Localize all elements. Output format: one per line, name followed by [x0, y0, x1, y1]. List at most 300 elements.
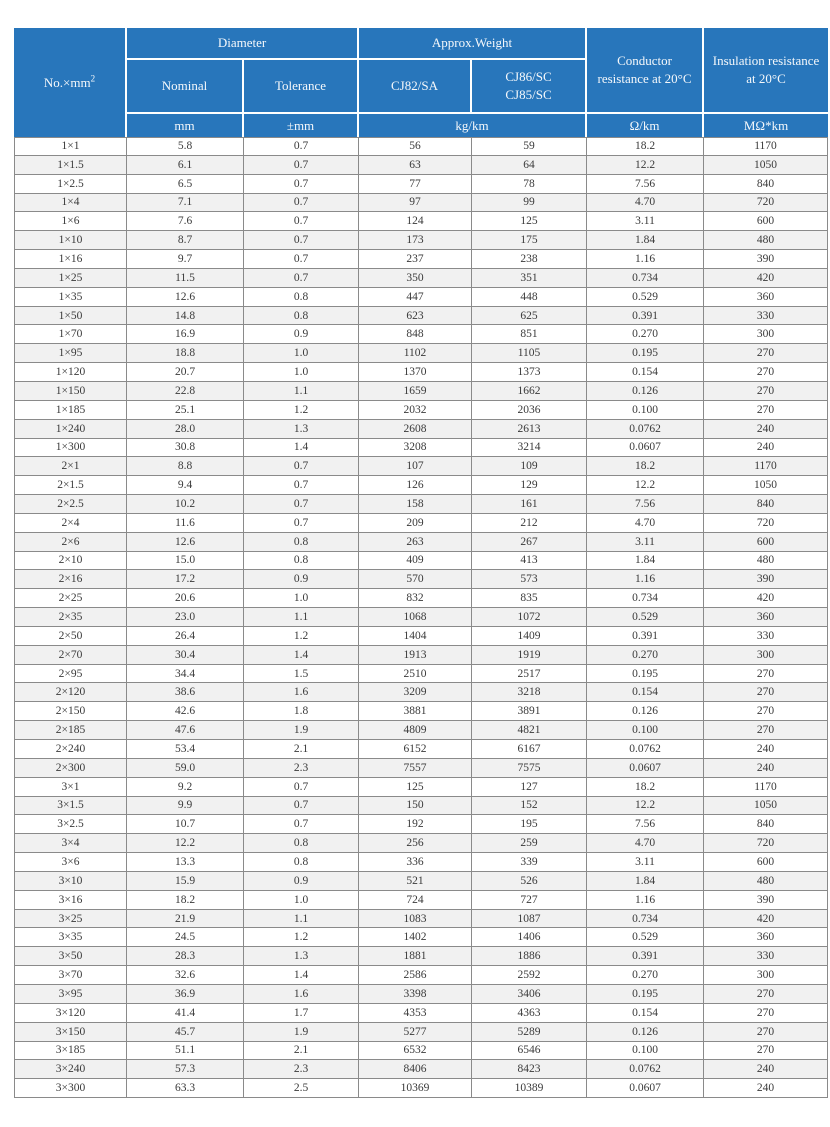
table-cell: 1×16: [14, 250, 127, 269]
table-cell: 526: [472, 872, 587, 891]
table-cell: 63.3: [127, 1079, 244, 1098]
table-cell: 5289: [472, 1023, 587, 1042]
table-cell: 1×240: [14, 420, 127, 439]
table-cell: 28.3: [127, 947, 244, 966]
table-cell: 1.9: [244, 1023, 359, 1042]
table-row: [14, 476, 828, 495]
table-cell: 0.0607: [587, 439, 704, 458]
table-cell: 4.70: [587, 514, 704, 533]
unit-mm: mm: [127, 114, 244, 137]
table-cell: 1×25: [14, 269, 127, 288]
table-cell: 17.2: [127, 570, 244, 589]
table-cell: 1068: [359, 608, 472, 627]
table-row: [14, 778, 828, 797]
table-cell: 480: [704, 872, 828, 891]
header-no-mm2-label: No.×mm: [43, 74, 91, 90]
table-cell: 2.1: [244, 740, 359, 759]
table-cell: 152: [472, 797, 587, 816]
table-row: [14, 589, 828, 608]
table-cell: 409: [359, 552, 472, 571]
table-cell: 4809: [359, 721, 472, 740]
table-cell: 240: [704, 420, 828, 439]
table-cell: 390: [704, 891, 828, 910]
table-cell: 3×70: [14, 966, 127, 985]
table-cell: 7.56: [587, 815, 704, 834]
table-row: [14, 269, 828, 288]
header-no-mm2: [14, 28, 127, 137]
table-cell: 4353: [359, 1004, 472, 1023]
table-row: [14, 250, 828, 269]
table-cell: 41.4: [127, 1004, 244, 1023]
table-cell: 0.9: [244, 570, 359, 589]
table-cell: 237: [359, 250, 472, 269]
table-cell: 339: [472, 853, 587, 872]
table-cell: 3406: [472, 985, 587, 1004]
table-cell: 0.7: [244, 175, 359, 194]
table-cell: 1.5: [244, 665, 359, 684]
table-cell: 330: [704, 947, 828, 966]
table-row: [14, 212, 828, 231]
table-cell: 0.8: [244, 853, 359, 872]
header-cj86-cj85: [472, 60, 587, 114]
table-cell: 129: [472, 476, 587, 495]
table-cell: 1.3: [244, 947, 359, 966]
table-cell: 0.7: [244, 778, 359, 797]
table-cell: 6546: [472, 1042, 587, 1061]
table-cell: 1105: [472, 344, 587, 363]
table-cell: 3.11: [587, 533, 704, 552]
table-cell: 448: [472, 288, 587, 307]
table-cell: 1.6: [244, 985, 359, 1004]
table-cell: 1659: [359, 382, 472, 401]
table-cell: 0.7: [244, 194, 359, 213]
table-cell: 3×150: [14, 1023, 127, 1042]
table-row: [14, 665, 828, 684]
table-cell: 13.3: [127, 853, 244, 872]
table-cell: 0.7: [244, 269, 359, 288]
table-cell: 256: [359, 834, 472, 853]
table-cell: 161: [472, 495, 587, 514]
table-cell: 1102: [359, 344, 472, 363]
table-cell: 270: [704, 665, 828, 684]
table-cell: 1×10: [14, 231, 127, 250]
table-cell: 0.126: [587, 1023, 704, 1042]
table-row: [14, 175, 828, 194]
table-cell: 0.7: [244, 137, 359, 156]
header-nominal: Nominal: [127, 60, 244, 114]
table-cell: 2613: [472, 420, 587, 439]
table-cell: 0.7: [244, 495, 359, 514]
table-row: [14, 928, 828, 947]
table-cell: 192: [359, 815, 472, 834]
table-row: [14, 1042, 828, 1061]
table-cell: 2.3: [244, 759, 359, 778]
table-cell: 3×300: [14, 1079, 127, 1098]
table-cell: 0.8: [244, 533, 359, 552]
table-cell: 3×240: [14, 1060, 127, 1079]
table-cell: 720: [704, 194, 828, 213]
table-cell: 447: [359, 288, 472, 307]
table-cell: 1×300: [14, 439, 127, 458]
table-cell: 1170: [704, 457, 828, 476]
table-cell: 0.270: [587, 646, 704, 665]
table-cell: 21.9: [127, 910, 244, 929]
table-row: [14, 1079, 828, 1098]
table-cell: 1170: [704, 778, 828, 797]
table-cell: 2036: [472, 401, 587, 420]
table-cell: 0.7: [244, 156, 359, 175]
table-cell: 350: [359, 269, 472, 288]
table-row: [14, 401, 828, 420]
table-cell: 1.6: [244, 683, 359, 702]
table-cell: 270: [704, 363, 828, 382]
table-cell: 1×4: [14, 194, 127, 213]
table-cell: 270: [704, 344, 828, 363]
table-cell: 8.7: [127, 231, 244, 250]
table-row: [14, 288, 828, 307]
table-cell: 2586: [359, 966, 472, 985]
table-row: [14, 533, 828, 552]
table-cell: 420: [704, 910, 828, 929]
table-cell: 1.0: [244, 589, 359, 608]
table-cell: 1050: [704, 797, 828, 816]
table-cell: 7.1: [127, 194, 244, 213]
table-cell: 1.4: [244, 439, 359, 458]
table-cell: 2×6: [14, 533, 127, 552]
unit-mohm-km: MΩ*km: [704, 114, 828, 137]
table-cell: 1×1.5: [14, 156, 127, 175]
table-cell: 14.8: [127, 307, 244, 326]
table-cell: 300: [704, 325, 828, 344]
table-cell: 0.126: [587, 382, 704, 401]
table-cell: 209: [359, 514, 472, 533]
table-cell: 2×95: [14, 665, 127, 684]
table-cell: 0.391: [587, 947, 704, 966]
table-cell: 8.8: [127, 457, 244, 476]
table-cell: 1072: [472, 608, 587, 627]
table-cell: 0.270: [587, 966, 704, 985]
table-cell: 1.4: [244, 646, 359, 665]
table-cell: 270: [704, 1023, 828, 1042]
table-cell: 51.1: [127, 1042, 244, 1061]
table-cell: 2.3: [244, 1060, 359, 1079]
table-cell: 42.6: [127, 702, 244, 721]
table-cell: 2608: [359, 420, 472, 439]
table-cell: 0.529: [587, 608, 704, 627]
table-cell: 4821: [472, 721, 587, 740]
table-row: [14, 194, 828, 213]
cable-spec-table-container: [14, 28, 828, 1098]
table-cell: 1×50: [14, 307, 127, 326]
table-cell: 570: [359, 570, 472, 589]
table-cell: 2×300: [14, 759, 127, 778]
table-cell: 270: [704, 985, 828, 1004]
table-cell: 240: [704, 1060, 828, 1079]
table-cell: 2592: [472, 966, 587, 985]
table-cell: 300: [704, 646, 828, 665]
table-row: [14, 514, 828, 533]
table-cell: 99: [472, 194, 587, 213]
table-cell: 1.0: [244, 891, 359, 910]
table-cell: 270: [704, 1004, 828, 1023]
table-cell: 78: [472, 175, 587, 194]
table-cell: 270: [704, 702, 828, 721]
table-cell: 28.0: [127, 420, 244, 439]
table-row: [14, 137, 828, 156]
table-cell: 1×1: [14, 137, 127, 156]
table-cell: 2×2.5: [14, 495, 127, 514]
table-cell: 5277: [359, 1023, 472, 1042]
table-cell: 3398: [359, 985, 472, 1004]
table-cell: 840: [704, 815, 828, 834]
table-cell: 3208: [359, 439, 472, 458]
table-cell: 0.0607: [587, 1079, 704, 1098]
table-row: [14, 985, 828, 1004]
table-cell: 1.0: [244, 344, 359, 363]
unit-ohm-km: Ω/km: [587, 114, 704, 137]
table-cell: 3.11: [587, 212, 704, 231]
table-cell: 2.5: [244, 1079, 359, 1098]
table-row: [14, 721, 828, 740]
table-row: [14, 231, 828, 250]
table-cell: 0.7: [244, 457, 359, 476]
table-cell: 109: [472, 457, 587, 476]
table-cell: 330: [704, 627, 828, 646]
table-cell: 4.70: [587, 834, 704, 853]
table-cell: 1×70: [14, 325, 127, 344]
table-cell: 240: [704, 740, 828, 759]
table-cell: 5.8: [127, 137, 244, 156]
table-cell: 38.6: [127, 683, 244, 702]
table-row: [14, 382, 828, 401]
table-row: [14, 947, 828, 966]
table-cell: 0.734: [587, 269, 704, 288]
header-cj86-line1: CJ86/SC: [505, 69, 552, 85]
table-cell: 6152: [359, 740, 472, 759]
table-cell: 1.84: [587, 231, 704, 250]
table-cell: 1.2: [244, 401, 359, 420]
table-cell: 2×10: [14, 552, 127, 571]
table-cell: 2.1: [244, 1042, 359, 1061]
table-cell: 0.8: [244, 288, 359, 307]
table-cell: 1×6: [14, 212, 127, 231]
table-cell: 1919: [472, 646, 587, 665]
table-cell: 0.195: [587, 985, 704, 1004]
table-cell: 1370: [359, 363, 472, 382]
table-row: [14, 815, 828, 834]
table-cell: 1406: [472, 928, 587, 947]
table-cell: 3×50: [14, 947, 127, 966]
table-cell: 24.5: [127, 928, 244, 947]
table-cell: 300: [704, 966, 828, 985]
table-cell: 1.9: [244, 721, 359, 740]
table-cell: 0.100: [587, 1042, 704, 1061]
table-cell: 480: [704, 231, 828, 250]
table-cell: 1409: [472, 627, 587, 646]
table-cell: 12.2: [587, 797, 704, 816]
table-cell: 7575: [472, 759, 587, 778]
table-cell: 47.6: [127, 721, 244, 740]
table-cell: 1.1: [244, 382, 359, 401]
table-cell: 1.0: [244, 363, 359, 382]
table-row: [14, 1023, 828, 1042]
table-cell: 573: [472, 570, 587, 589]
table-cell: 0.7: [244, 514, 359, 533]
table-cell: 3×120: [14, 1004, 127, 1023]
table-cell: 11.5: [127, 269, 244, 288]
table-cell: 1×35: [14, 288, 127, 307]
table-header: [14, 28, 828, 137]
table-cell: 9.4: [127, 476, 244, 495]
table-cell: 0.9: [244, 325, 359, 344]
table-cell: 10.7: [127, 815, 244, 834]
table-cell: 12.2: [587, 156, 704, 175]
table-cell: 0.8: [244, 552, 359, 571]
table-cell: 7.6: [127, 212, 244, 231]
table-cell: 270: [704, 382, 828, 401]
table-cell: 521: [359, 872, 472, 891]
table-cell: 3×35: [14, 928, 127, 947]
table-row: [14, 834, 828, 853]
table-row: [14, 570, 828, 589]
table-cell: 7.56: [587, 495, 704, 514]
table-cell: 3218: [472, 683, 587, 702]
table-cell: 18.2: [127, 891, 244, 910]
table-cell: 240: [704, 439, 828, 458]
unit-kg-km: kg/km: [359, 114, 587, 137]
table-cell: 212: [472, 514, 587, 533]
table-cell: 0.391: [587, 627, 704, 646]
table-row: [14, 344, 828, 363]
table-cell: 420: [704, 589, 828, 608]
table-cell: 1.2: [244, 627, 359, 646]
table-cell: 32.6: [127, 966, 244, 985]
table-cell: 59: [472, 137, 587, 156]
table-cell: 45.7: [127, 1023, 244, 1042]
table-cell: 64: [472, 156, 587, 175]
table-cell: 727: [472, 891, 587, 910]
table-cell: 22.8: [127, 382, 244, 401]
table-cell: 195: [472, 815, 587, 834]
table-cell: 0.154: [587, 1004, 704, 1023]
table-cell: 3×185: [14, 1042, 127, 1061]
table-cell: 351: [472, 269, 587, 288]
table-cell: 20.6: [127, 589, 244, 608]
table-cell: 1.1: [244, 608, 359, 627]
table-cell: 0.7: [244, 797, 359, 816]
table-cell: 125: [472, 212, 587, 231]
table-cell: 9.9: [127, 797, 244, 816]
table-cell: 3×10: [14, 872, 127, 891]
table-cell: 1.1: [244, 910, 359, 929]
table-cell: 1373: [472, 363, 587, 382]
table-row: [14, 891, 828, 910]
table-cell: 0.0762: [587, 420, 704, 439]
table-cell: 0.154: [587, 683, 704, 702]
table-cell: 0.154: [587, 363, 704, 382]
table-cell: 2×35: [14, 608, 127, 627]
table-cell: 270: [704, 1042, 828, 1061]
table-row: [14, 702, 828, 721]
table-row: [14, 439, 828, 458]
table-cell: 6532: [359, 1042, 472, 1061]
table-cell: 8423: [472, 1060, 587, 1079]
table-cell: 3×16: [14, 891, 127, 910]
header-approx-weight: Approx.Weight: [359, 28, 587, 60]
table-cell: 0.9: [244, 872, 359, 891]
table-cell: 2×1: [14, 457, 127, 476]
table-cell: 0.8: [244, 307, 359, 326]
table-row: [14, 457, 828, 476]
table-cell: 12.6: [127, 288, 244, 307]
table-cell: 0.126: [587, 702, 704, 721]
table-cell: 6167: [472, 740, 587, 759]
table-cell: 2×240: [14, 740, 127, 759]
table-cell: 77: [359, 175, 472, 194]
table-cell: 1886: [472, 947, 587, 966]
table-cell: 1404: [359, 627, 472, 646]
table-cell: 2510: [359, 665, 472, 684]
table-cell: 10389: [472, 1079, 587, 1098]
table-cell: 720: [704, 514, 828, 533]
table-cell: 1087: [472, 910, 587, 929]
table-cell: 330: [704, 307, 828, 326]
table-row: [14, 420, 828, 439]
table-cell: 0.7: [244, 212, 359, 231]
table-cell: 57.3: [127, 1060, 244, 1079]
table-cell: 263: [359, 533, 472, 552]
table-cell: 480: [704, 552, 828, 571]
table-row: [14, 759, 828, 778]
table-cell: 2×50: [14, 627, 127, 646]
table-cell: 851: [472, 325, 587, 344]
table-cell: 3214: [472, 439, 587, 458]
table-cell: 0.195: [587, 665, 704, 684]
table-cell: 3891: [472, 702, 587, 721]
table-cell: 107: [359, 457, 472, 476]
table-cell: 18.2: [587, 778, 704, 797]
table-cell: 3×1.5: [14, 797, 127, 816]
table-cell: 238: [472, 250, 587, 269]
table-cell: 3×95: [14, 985, 127, 1004]
table-row: [14, 495, 828, 514]
table-cell: 0.529: [587, 288, 704, 307]
table-cell: 2×120: [14, 683, 127, 702]
table-cell: 267: [472, 533, 587, 552]
table-row: [14, 552, 828, 571]
table-cell: 1402: [359, 928, 472, 947]
table-cell: 36.9: [127, 985, 244, 1004]
table-cell: 832: [359, 589, 472, 608]
table-cell: 600: [704, 533, 828, 552]
header-cj82-sa: CJ82/SA: [359, 60, 472, 114]
table-cell: 336: [359, 853, 472, 872]
table-cell: 1.2: [244, 928, 359, 947]
table-cell: 127: [472, 778, 587, 797]
table-cell: 7557: [359, 759, 472, 778]
table-cell: 1.16: [587, 891, 704, 910]
table-cell: 720: [704, 834, 828, 853]
table-cell: 15.0: [127, 552, 244, 571]
table-cell: 7.56: [587, 175, 704, 194]
table-cell: 12.2: [127, 834, 244, 853]
table-cell: 848: [359, 325, 472, 344]
table-body: [14, 137, 828, 1098]
table-cell: 158: [359, 495, 472, 514]
table-cell: 3×4: [14, 834, 127, 853]
table-cell: 2517: [472, 665, 587, 684]
table-cell: 835: [472, 589, 587, 608]
